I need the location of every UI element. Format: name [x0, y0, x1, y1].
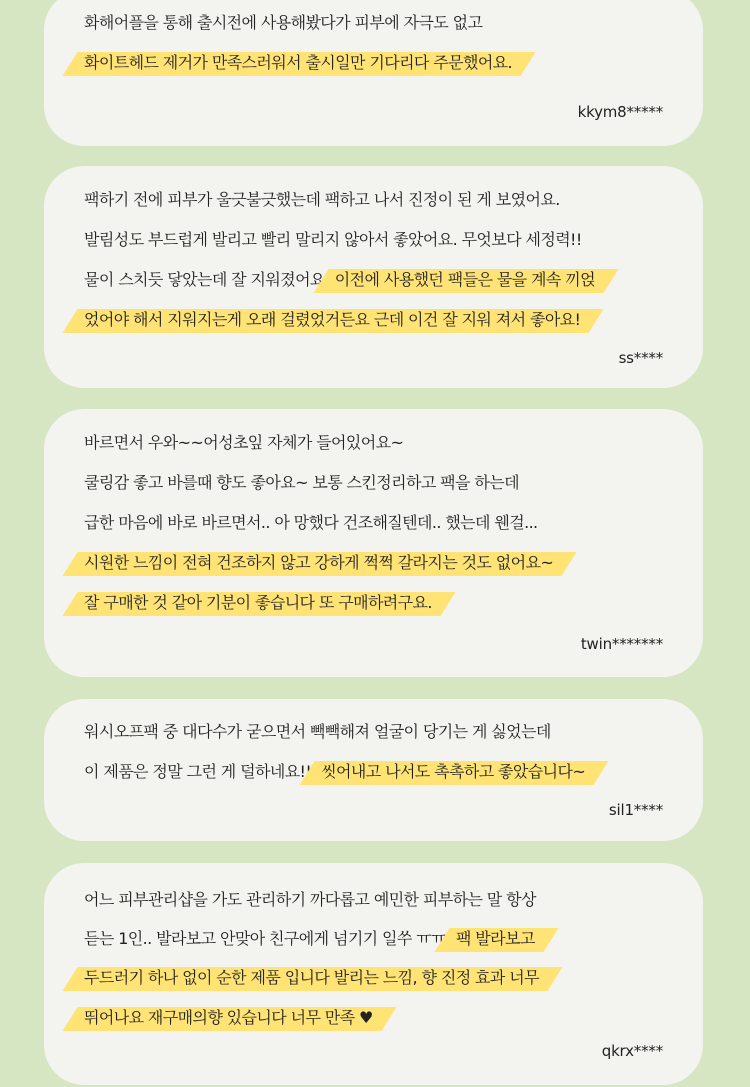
highlighted-text: 화이트헤드 제거가 만족스러워서 출시일만 기다리다 주문했어요. — [78, 50, 522, 76]
reviewer-id: qkrx**** — [601, 1042, 663, 1060]
review-line: 발림성도 부드럽게 발리고 빨리 말리지 않아서 좋았어요. 무엇보다 세정력!! — [84, 230, 582, 249]
review-line: 이 제품은 정말 그런 게 덜하네요!! 씻어내고 나서도 촉촉하고 좋았습니다~ — [84, 759, 595, 785]
review-line: 화해어플을 통해 출시전에 사용해봤다가 피부에 자극도 없고 — [84, 13, 483, 32]
highlighted-text: 두드러기 하나 없이 순한 제품 입니다 발리는 느낌, 향 진정 효과 너무 — [78, 965, 549, 991]
reviewer-id: sil1**** — [608, 801, 663, 819]
review-line — [84, 50, 522, 76]
highlighted-text: 잘 구매한 것 같아 기분이 좋습니다 또 구매하려구요. — [78, 590, 442, 616]
highlighted-text: 팩 발라보고 — [450, 926, 545, 952]
highlighted-text: 이전에 사용했던 팩들은 물을 계속 끼얹 — [329, 267, 605, 293]
highlighted-text: 시원한 느낌이 전혀 건조하지 않고 강하게 쩍쩍 갈라지는 것도 없어요~ — [78, 550, 563, 576]
review-card — [44, 0, 703, 146]
highlighted-text: 씻어내고 나서도 촉촉하고 좋았습니다~ — [315, 759, 595, 785]
review-line — [84, 590, 442, 616]
highlighted-text: 었어야 해서 지워지는게 오래 걸렸었거든요 근데 이건 잘 지워 져서 좋아요! — [78, 307, 590, 333]
highlighted-text: 뛰어나요 재구매의향 있습니다 너무 만족 ♥ — [78, 1005, 383, 1031]
review-line: 듣는 1인.. 발라보고 안맞아 친구에게 넘기기 일쑤 ㅠㅠ 팩 발라보고 — [84, 926, 545, 952]
review-card — [44, 863, 703, 1085]
review-line — [84, 307, 590, 333]
review-card — [44, 166, 703, 388]
review-line: 팩하기 전에 피부가 울긋불긋했는데 팩하고 나서 진정이 된 게 보였어요. — [84, 190, 560, 209]
review-line — [84, 550, 563, 576]
review-line: 물이 스치듯 닿았는데 잘 지워졌어요 이전에 사용했던 팩들은 물을 계속 끼얹 — [84, 267, 605, 293]
review-card — [44, 409, 703, 677]
review-line — [84, 965, 549, 991]
review-line: 어느 피부관리샵을 가도 관리하기 까다롭고 예민한 피부하는 말 항상 — [84, 890, 536, 909]
review-line — [84, 1005, 383, 1031]
review-line: 바르면서 우와~~어성초잎 자체가 들어있어요~ — [84, 433, 404, 452]
review-card — [44, 699, 703, 841]
reviewer-id: kkym8***** — [577, 103, 663, 121]
reviewer-id: ss**** — [618, 349, 663, 367]
reviewer-id: twin******* — [580, 635, 663, 653]
review-line: 쿨링감 좋고 바를때 향도 좋아요~ 보통 스킨정리하고 팩을 하는데 — [84, 473, 519, 492]
review-line: 급한 마음에 바로 바르면서.. 아 망했다 건조해질텐데.. 했는데 웬걸... — [84, 513, 538, 532]
review-line: 워시오프팩 중 대다수가 굳으면서 빽빽해져 얼굴이 당기는 게 싫었는데 — [84, 722, 551, 741]
